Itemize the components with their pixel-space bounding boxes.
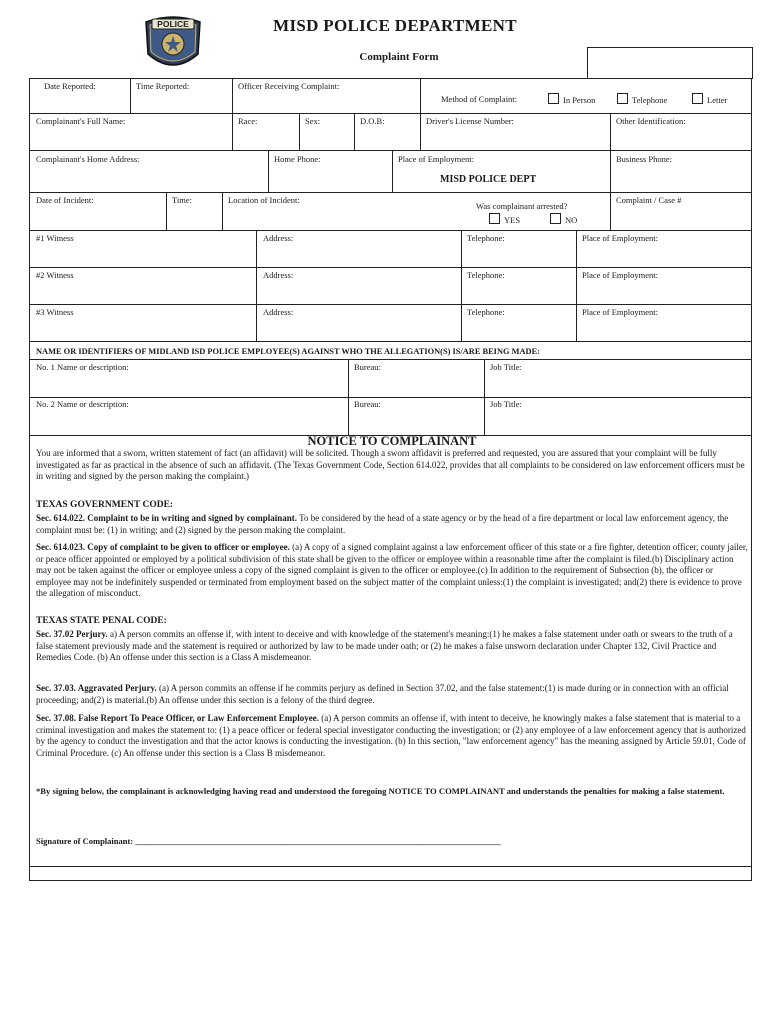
page-title: MISD POLICE DEPARTMENT	[273, 16, 517, 35]
yes-checkbox[interactable]	[489, 213, 500, 224]
no-checkbox[interactable]	[550, 213, 561, 224]
witness2-telephone-label: Telephone:	[467, 270, 505, 280]
employee1-label: No. 1 Name or description:	[36, 362, 129, 372]
witness2-employment-label: Place of Employment:	[582, 270, 659, 280]
home-address-label: Complainant's Home Address:	[36, 154, 140, 164]
race-label: Race:	[238, 116, 258, 126]
method-telephone[interactable]: Telephone	[617, 93, 667, 105]
witness1-employment-label: Place of Employment:	[582, 233, 659, 243]
time-reported-label: Time Reported:	[136, 81, 190, 91]
employee2-job-title-label: Job Title:	[490, 399, 522, 409]
method-of-complaint-label: Method of Complaint:	[441, 94, 518, 104]
drivers-license-label: Driver's License Number:	[426, 116, 514, 126]
dob-label: D.O.B:	[360, 116, 385, 126]
notice-intro: You are informed that a sworn, written statement of fact (an affidavit) will be solicited. Though a sworn affidavit is preferred and requested, you are assured that your complaint will be fully investigated as far as practical in the absence of such an affidavit. (The Texas Government Code, Section 614.022, provides that all complaints to be considered on law enforcement officers must be in writing and signed by the person making the complaint.)	[36, 448, 745, 482]
witness3-label: #3 Witness	[36, 307, 74, 317]
sec-614022: Sec. 614.022. Complaint to be in writing and signed by complainant. To be considered by the head of a state agency or by the head of a fire department or local law enforcement agency, the complaint must be: (1) in writing; and (2) signed by the person making the complaint.	[36, 513, 729, 535]
was-arrested-label: Was complainant arrested?	[476, 201, 568, 211]
method-in-person[interactable]: In Person	[548, 93, 595, 105]
penal-code-heading: TEXAS STATE PENAL CODE:	[36, 616, 167, 626]
method-letter[interactable]: Letter	[692, 93, 727, 105]
employee2-bureau-label: Bureau:	[354, 399, 381, 409]
svg-text:POLICE: POLICE	[157, 19, 189, 29]
time-label: Time:	[172, 195, 193, 205]
arrested-no[interactable]: NO	[550, 213, 577, 225]
sec-3708: Sec. 37.08. False Report To Peace Officer, or Law Enforcement Employee. (a) A person commits an offense if, with intent to deceive, he knowingly makes a false statement that is material to a criminal investigation and makes the statement to: (1) a peace officer or federal special investigator conducting the investigation; or (2) any employee of a law enforcement agency that is authorized by the agency to conduct the investigation and that the actor knows is conducting the investigation. (b) In this section, "law enforcement agency" has the meaning assigned by Article 59.01, Code of Criminal Procedure. (c) An offense under this section is a Class B misdemeanor.	[36, 713, 746, 758]
acknowledgement: *By signing below, the complainant is acknowledging having read and understood the foregoing NOTICE TO COMPLAINANT and understands the penalties for making a false statement.	[36, 786, 725, 796]
witness2-address-label: Address:	[263, 270, 294, 280]
witness1-address-label: Address:	[263, 233, 294, 243]
home-phone-label: Home Phone:	[274, 154, 321, 164]
witness2-label: #2 Witness	[36, 270, 74, 280]
employee1-job-title-label: Job Title:	[490, 362, 522, 372]
sex-label: Sex:	[305, 116, 321, 126]
officer-receiving-label: Officer Receiving Complaint:	[238, 81, 340, 91]
telephone-checkbox[interactable]	[617, 93, 628, 104]
employee2-label: No. 2 Name or description:	[36, 399, 129, 409]
office-use-box[interactable]	[587, 47, 753, 79]
full-name-label: Complainant's Full Name:	[36, 116, 126, 126]
business-phone-label: Business Phone:	[616, 154, 672, 164]
witness3-employment-label: Place of Employment:	[582, 307, 659, 317]
date-of-incident-label: Date of Incident:	[36, 195, 94, 205]
form-subtitle: Complaint Form	[359, 51, 439, 63]
witness3-address-label: Address:	[263, 307, 294, 317]
other-id-label: Other Identification:	[616, 116, 686, 126]
employee1-bureau-label: Bureau:	[354, 362, 381, 372]
date-reported-label: Date Reported:	[44, 81, 96, 91]
witness3-telephone-label: Telephone:	[467, 307, 505, 317]
witness1-label: #1 Witness	[36, 233, 74, 243]
employees-heading: NAME OR IDENTIFIERS OF MIDLAND ISD POLICE EMPLOYEE(S) AGAINST WHO THE ALLEGATION(S) IS/ARE BEING MADE:	[36, 347, 540, 356]
case-number-label: Complaint / Case #	[616, 195, 682, 205]
in-person-checkbox[interactable]	[548, 93, 559, 104]
place-of-employment-label: Place of Employment:	[398, 154, 475, 164]
sec-3702: Sec. 37.02 Perjury. a) A person commits an offense if, with intent to deceive and with knowledge of the statement's meaning:(1) he makes a false statement under oath or swears to the truth of a false statement previously made and the statement is required or authorized by law to be made under oath; or (2) he makes a false unsworn declaration under Chapter 132, Civil Practice and Remedies Code. (b) An offense under this section is a Class A misdemeanor.	[36, 629, 733, 663]
gov-code-heading: TEXAS GOVERNMENT CODE:	[36, 500, 174, 510]
employment-value: MISD POLICE DEPT	[440, 174, 537, 185]
sec-614023: Sec. 614.023. Copy of complaint to be given to officer or employee. (a) A copy of a signed complaint against a law enforcement officer of this state or a fire fighter, detention officer, county jailer, or peace officer appointed or employed by a political subdivision of this state shall be given to the officer or employee within a reasonable time after the complaint is filed.(b) Disciplinary action may not be taken against the officer or employee unless a copy of the signed complaint is given to the officer or employee.(c) In addition to the requirement of Subsection (b), the officer or employee may not be indefinitely suspended or terminated from employment based on the subject matter of the complaint unless:(1) the complaint is investigated; and(2) there is evidence to prove the allegation of misconduct.	[36, 542, 748, 599]
arrested-yes[interactable]: YES	[489, 213, 520, 225]
location-of-incident-label: Location of Incident:	[228, 195, 300, 205]
letter-checkbox[interactable]	[692, 93, 703, 104]
sec-3703: Sec. 37.03. Aggravated Perjury. (a) A person commits an offense if he commits perjury as defined in Section 37.02, and the false statement:(1) is made during or in connection with an official proceeding; and(2) is material.(b) An offense under this section is a felony of the third degree.	[36, 683, 729, 705]
signature-line[interactable]: Signature of Complainant: ______________________________________________________________________________________	[36, 836, 501, 846]
notice-heading: NOTICE TO COMPLAINANT	[307, 434, 477, 448]
witness1-telephone-label: Telephone:	[467, 233, 505, 243]
